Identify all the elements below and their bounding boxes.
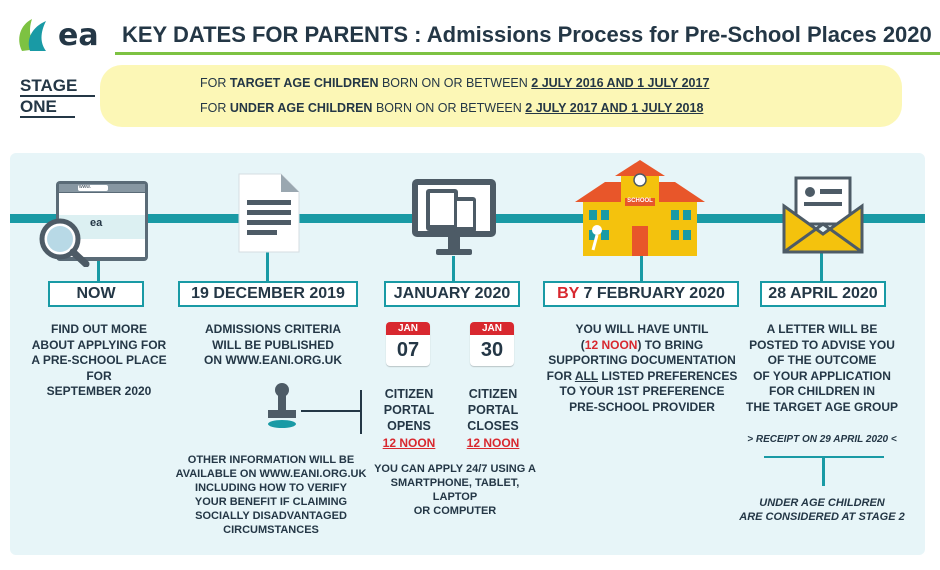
bracket-horizontal: [301, 410, 361, 412]
jan-note: YOU CAN APPLY 24/7 USING A SMARTPHONE, TABLET, LAPTOP OR COMPUTER: [374, 463, 536, 517]
apr-description: A LETTER WILL BE POSTED TO ADVISE YOU OF THE OUTCOME OF YOUR APPLICATION FOR CHILDREN IN THE TARGET AGE GROUP: [745, 322, 898, 414]
calendar-day: 30: [480, 339, 504, 361]
logo-wordmark: ea: [58, 17, 99, 53]
calendar-month: JAN: [470, 322, 514, 335]
feb-line-4: [538, 369, 746, 385]
ea-logo: [14, 10, 109, 60]
calendar-jan-30: [470, 322, 514, 366]
stage-label: [20, 76, 95, 118]
bracket-vertical: [360, 390, 362, 434]
portal-opens-time: 12 NOON: [382, 436, 436, 450]
target-age-line: [200, 76, 709, 90]
date-box-apr: 28 APRIL 2020: [760, 281, 886, 307]
feb-open-paren: (: [580, 337, 585, 352]
date-box-feb-prefix: BY: [557, 285, 580, 302]
stamp-icon: [262, 382, 302, 435]
date-box-jan: JANUARY 2020: [384, 281, 520, 307]
calendar-day: 07: [396, 339, 420, 361]
stage-label-line2: ONE: [20, 97, 75, 118]
feb-line-3: SUPPORTING DOCUMENTATION: [548, 353, 736, 367]
feb-description: [538, 322, 746, 415]
school-building-icon: [575, 160, 705, 263]
target-prefix: FOR: [200, 76, 230, 90]
title-underline: [115, 52, 940, 55]
eligibility-band: [100, 65, 902, 127]
feb-line-1: YOU WILL HAVE UNTIL: [575, 322, 709, 336]
portal-closes-text: CITIZEN PORTAL CLOSES: [467, 387, 519, 433]
envelope-letter-icon: [780, 172, 866, 259]
apr-receipt: > RECEIPT ON 29 APRIL 2020 <: [747, 434, 897, 445]
under-age-note: UNDER AGE CHILDREN ARE CONSIDERED AT STAGE 2: [739, 497, 905, 523]
under-age-line: [200, 101, 703, 115]
dec-description: ADMISSIONS CRITERIA WILL BE PUBLISHED ON WWW.EANI.ORG.UK: [204, 322, 342, 367]
calendar-month: JAN: [386, 322, 430, 335]
feb-for: FOR: [546, 368, 575, 383]
portal-opens-text: CITIZEN PORTAL OPENS: [383, 387, 435, 433]
date-box-now: NOW: [48, 281, 144, 307]
calendar-jan-07: [386, 322, 430, 366]
dec-other-info: OTHER INFORMATION WILL BE AVAILABLE ON WWW.EANI.ORG.UK INCLUDING HOW TO VERIFY YOUR BENEFIT IF CLAIMING SOCIALLY DISADVANTAGED CIRCUMSTANCES: [175, 454, 367, 536]
feb-listed: LISTED PREFERENCES: [597, 368, 738, 383]
target-middle: BORN ON OR BETWEEN: [378, 76, 532, 90]
stage-label-line1: STAGE: [20, 76, 95, 97]
portal-closes-time: 12 NOON: [466, 436, 520, 450]
ea-leaf-icon: [14, 15, 54, 55]
date-box-feb-date: 7 FEBRUARY 2020: [579, 285, 725, 302]
browser-logo-text: ea: [90, 217, 103, 229]
browser-url: www.: [79, 184, 91, 190]
under-prefix: FOR: [200, 101, 230, 115]
date-box-dec: 19 DECEMBER 2019: [178, 281, 358, 307]
now-description: FIND OUT MORE ABOUT APPLYING FOR A PRE-SCHOOL PLACE FOR SEPTEMBER 2020: [31, 322, 167, 398]
under-middle: BORN ON OR BETWEEN: [372, 101, 526, 115]
page-title: KEY DATES FOR PARENTS : Admissions Process for Pre-School Places 2020: [122, 22, 932, 47]
devices-icon: [408, 175, 500, 268]
under-group: UNDER AGE CHILDREN: [229, 101, 373, 115]
feb-line-2: [538, 338, 746, 354]
date-box-feb: [543, 281, 739, 307]
target-group: TARGET AGE CHILDREN: [229, 76, 379, 90]
target-dates: 2 JULY 2016 AND 1 JULY 2017: [531, 76, 710, 90]
document-icon: [237, 172, 301, 259]
apr-divider-stem: [822, 456, 825, 486]
feb-noon: 12 NOON: [584, 337, 638, 352]
feb-line-5: TO YOUR 1ST PREFERENCE PRE-SCHOOL PROVIDER: [559, 384, 725, 414]
school-sign: SCHOOL: [627, 198, 653, 204]
feb-all: ALL: [574, 368, 598, 383]
under-dates: 2 JULY 2017 AND 1 JULY 2018: [525, 101, 704, 115]
feb-close-paren: ) TO BRING: [637, 337, 704, 352]
